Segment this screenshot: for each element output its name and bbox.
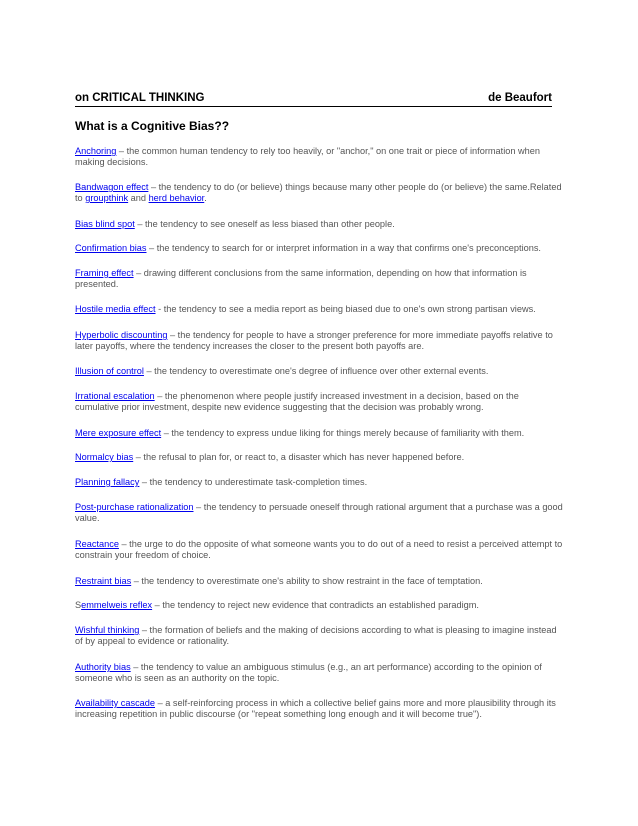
bias-entry <box>75 428 565 439</box>
bias-link[interactable]: emmelweis reflex <box>81 600 153 610</box>
bias-entry <box>75 330 565 352</box>
document-header <box>75 90 552 107</box>
bias-link[interactable]: Hostile media effect <box>75 304 156 314</box>
bias-entry <box>75 366 565 377</box>
bias-definition: – the urge to do the opposite of what someone wants you to do out of a need to resist a perceived attempt to constrain your freedom of choice. <box>75 539 563 561</box>
bias-entry <box>75 243 565 254</box>
bias-link[interactable]: Framing effect <box>75 268 134 278</box>
bias-definition: – the tendency to search for or interpret information in a way that confirms one's preconceptions. <box>146 243 541 253</box>
bias-entry <box>75 502 565 524</box>
bias-definition: – the tendency to see oneself as less biased than other people. <box>134 219 395 229</box>
related-end: . <box>204 193 207 204</box>
bias-definition: – the tendency to reject new evidence that contradicts an established paradigm. <box>152 600 479 610</box>
bias-entry <box>75 182 565 204</box>
bias-link[interactable]: Wishful thinking <box>75 625 140 635</box>
bias-link[interactable]: Restraint bias <box>75 576 132 586</box>
bias-link[interactable]: Bias blind spot <box>75 219 135 229</box>
bias-entry <box>75 600 565 611</box>
bias-entry <box>75 662 565 684</box>
bias-link[interactable]: Reactance <box>75 539 119 549</box>
bias-entry <box>75 625 565 647</box>
bias-entry <box>75 219 565 230</box>
document-page <box>75 90 563 720</box>
bias-link[interactable]: Authority bias <box>75 662 131 672</box>
bias-link[interactable]: Bandwagon effect <box>75 182 149 192</box>
bias-entry <box>75 698 565 720</box>
bias-prefix: S <box>75 600 82 610</box>
related-link-groupthink[interactable]: groupthink <box>85 193 129 204</box>
bias-link[interactable]: Confirmation bias <box>75 243 147 253</box>
bias-link[interactable]: Availability cascade <box>75 698 156 708</box>
related-link-herd-behavior[interactable]: herd behavior <box>148 193 205 204</box>
header-author: de Beaufort <box>488 92 552 104</box>
bias-entry <box>75 477 565 488</box>
bias-link[interactable]: Mere exposure effect <box>75 428 162 438</box>
bias-link[interactable]: Illusion of control <box>75 366 144 376</box>
bias-definition: – the formation of beliefs and the making of decisions according to what is pleasing to imagine instead of by appeal to evidence or rationality. <box>75 625 557 647</box>
bias-definition: – the refusal to plan for, or react to, a disaster which has never happened before. <box>133 452 465 462</box>
bias-entry <box>75 268 565 290</box>
bias-link[interactable]: Planning fallacy <box>75 477 140 487</box>
header-title: on CRITICAL THINKING <box>75 92 205 104</box>
bias-definition: – the tendency for people to have a stronger preference for more immediate payoffs relative to later payoffs, where the tendency increases the closer to the present both payoffs are. <box>75 330 553 352</box>
bias-definition: – the tendency to overestimate one's degree of influence over other external events. <box>143 366 489 376</box>
bias-link[interactable]: Anchoring <box>75 146 117 156</box>
bias-definition: – a self-reinforcing process in which a collective belief gains more and more plausibility through its increasing repetition in public discourse (or "repeat something long enough and it will become true"). <box>75 698 556 720</box>
bias-definition: - the tendency to see a media report as being biased due to one's own strong partisan views. <box>155 304 536 314</box>
bias-definition: – the phenomenon where people justify increased investment in a decision, based on the cumulative prior investment, despite new evidence suggesting that the decision was probably wrong. <box>75 391 519 413</box>
bias-entry <box>75 391 565 413</box>
bias-definition: – the tendency to overestimate one's ability to show restraint in the face of temptation. <box>131 576 483 586</box>
bias-entry <box>75 576 565 587</box>
bias-definition: – the tendency to persuade oneself through rational argument that a purchase was a good value. <box>75 502 563 524</box>
bias-definition: – the tendency to do (or believe) things because many other people do (or believe) the same.Related to <box>75 182 562 204</box>
bias-entry <box>75 539 565 561</box>
related-connector: and <box>128 193 149 204</box>
bias-definition: – the common human tendency to rely too heavily, or "anchor," on one trait or piece of information when making decisions. <box>75 146 540 168</box>
bias-link[interactable]: Post-purchase rationalization <box>75 502 194 512</box>
bias-entry <box>75 304 565 315</box>
bias-definition: – the tendency to value an ambiguous stimulus (e.g., an art performance) according to the opinion of someone who is seen as an authority on the topic. <box>75 662 542 684</box>
bias-definition: – drawing different conclusions from the same information, depending on how that information is presented. <box>75 268 527 290</box>
bias-entry <box>75 146 565 168</box>
section-heading: What is a Cognitive Bias?? <box>75 119 230 133</box>
bias-link[interactable]: Irrational escalation <box>75 391 155 401</box>
bias-definition: – the tendency to underestimate task-completion times. <box>139 477 368 487</box>
bias-entry <box>75 452 565 463</box>
bias-definition: – the tendency to express undue liking for things merely because of familiarity with them. <box>161 428 525 438</box>
bias-link[interactable]: Hyperbolic discounting <box>75 330 168 340</box>
bias-link[interactable]: Normalcy bias <box>75 452 134 462</box>
